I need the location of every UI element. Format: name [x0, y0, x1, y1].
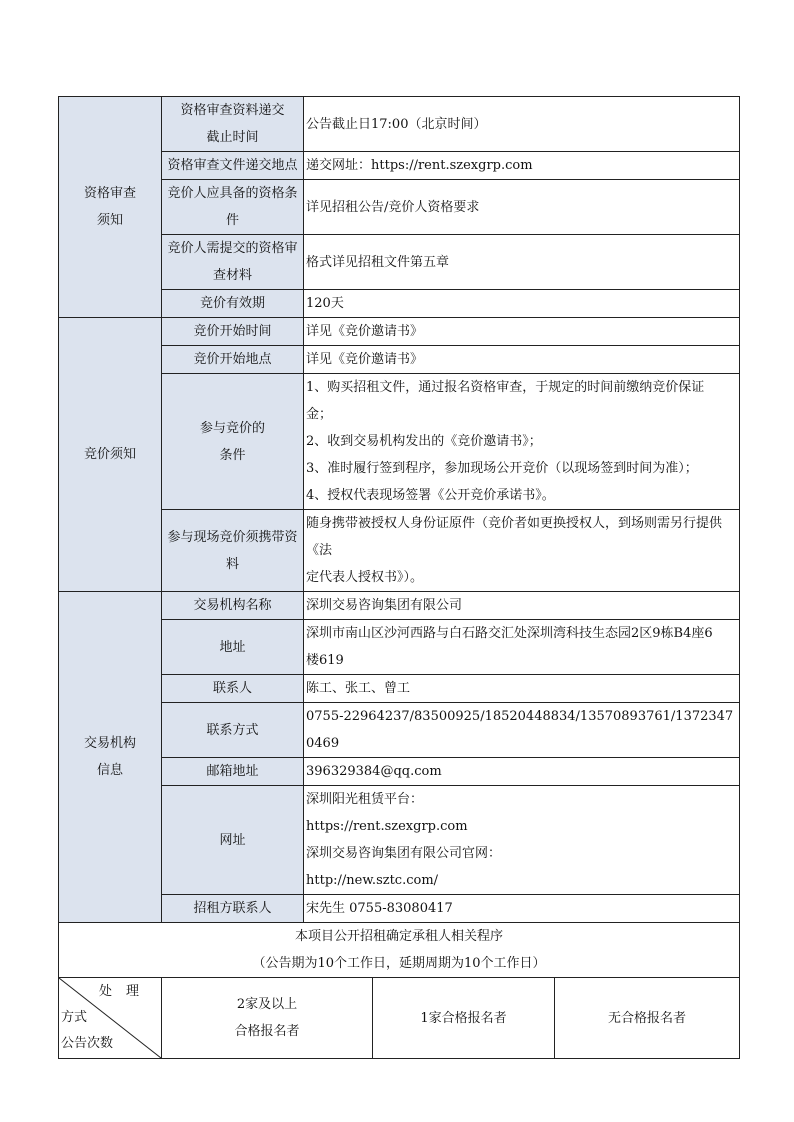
agency-field-label	[162, 758, 304, 786]
field-label-text: 地址	[219, 639, 246, 655]
qualification-row	[59, 290, 740, 318]
bidding-row	[59, 318, 740, 346]
qualification-category-text: 资格审查	[83, 186, 136, 201]
field-label-text: 联系人	[212, 681, 252, 696]
field-label-text: 竞价人应具备的资格条	[167, 186, 298, 201]
qualification-field-value	[304, 152, 740, 180]
field-label-text: 参与竞价的	[199, 420, 265, 436]
field-label-text: 资格审查资料递交	[180, 103, 285, 118]
field-value-text: 深圳阳光租赁平台：	[306, 792, 424, 807]
field-label-text: 招租方联系人	[193, 901, 272, 916]
agency-field-value	[304, 786, 740, 895]
diagonal-header-cell	[59, 978, 162, 1059]
field-label-text: 条件	[219, 447, 246, 463]
bidding-field-value	[304, 346, 740, 374]
field-value-text: 随身携带被授权人身份证原件（竞价者如更换授权人，到场则需另行提供《法	[306, 516, 723, 558]
field-label-text: 竞价开始地点	[193, 352, 272, 367]
agency-field-label	[162, 895, 304, 923]
field-value-text: 深圳交易咨询集团有限公司官网：	[306, 846, 502, 861]
bidding-field-value	[304, 374, 740, 510]
diag-processing-label: 处理	[98, 984, 153, 999]
document-page	[58, 96, 739, 1059]
field-value-text: 详见《竞价邀请书》	[306, 324, 424, 339]
qualification-field-value	[304, 235, 740, 290]
field-label-text: 邮箱地址	[206, 764, 259, 779]
field-value-text: 2、收到交易机构发出的《竞价邀请书》；	[306, 434, 542, 449]
procedure-subtitle: （公告期为10个工作日，延期周期为10个工作日）	[252, 956, 546, 971]
qualification-row	[59, 180, 740, 235]
qualification-field-value	[304, 180, 740, 235]
col-two-or-more-line2: 合格报名者	[234, 1024, 300, 1039]
bidding-field-label	[162, 346, 304, 374]
bidding-category	[59, 318, 162, 592]
col-two-or-more	[162, 978, 373, 1059]
qualification-field-value	[304, 290, 740, 318]
field-value-text: 金；	[306, 407, 333, 422]
field-label-text: 件	[225, 213, 239, 228]
field-value-text: 定代表人授权书》）。	[306, 570, 424, 585]
qualification-category-text: 须知	[96, 213, 123, 228]
qualification-field-label	[162, 290, 304, 318]
col-one-qualified: 1家合格报名者	[373, 978, 555, 1059]
field-value-text: 4、授权代表现场签署《公开竞价承诺书》。	[306, 488, 555, 503]
procedure-heading	[59, 923, 740, 978]
agency-field-label	[162, 675, 304, 703]
field-value-text: 陈工、张工、曾工	[306, 681, 411, 696]
field-label-text: 截止时间	[206, 130, 259, 145]
agency-field-label	[162, 703, 304, 758]
agency-row	[59, 675, 740, 703]
bidding-row	[59, 374, 740, 510]
field-value-text: 宋先生 0755-83080417	[306, 901, 453, 916]
qualification-category	[59, 97, 162, 318]
field-value-text: 格式详见招租文件第五章	[306, 254, 450, 270]
field-label-text: 联系方式	[206, 722, 259, 738]
field-value-text: 公告截止日17:00（北京时间）	[306, 116, 487, 132]
bidding-field-value	[304, 318, 740, 346]
procedure-table	[58, 923, 740, 1059]
agency-row	[59, 786, 740, 895]
agency-category	[59, 592, 162, 923]
bidding-row	[59, 510, 740, 592]
qualification-field-label	[162, 180, 304, 235]
agency-row	[59, 620, 740, 675]
agency-field-value	[304, 620, 740, 675]
diag-method-label: 方式	[61, 1010, 88, 1025]
field-label-text: 资格审查文件递交地点	[167, 158, 298, 173]
qualification-row	[59, 235, 740, 290]
diag-count-label: 公告次数	[61, 1036, 114, 1051]
qualification-field-label	[162, 235, 304, 290]
field-label-text: 竞价开始时间	[193, 324, 272, 339]
field-value-text: 深圳市南山区沙河西路与白石路交汇处深圳湾科技生态园2区9栋B4座6	[306, 626, 713, 641]
field-value-text: 3、准时履行签到程序，参加现场公开竞价（以现场签到时间为准）；	[306, 461, 698, 476]
agency-row	[59, 592, 740, 620]
field-value-text: 120天	[306, 296, 344, 311]
agency-row	[59, 758, 740, 786]
field-value-text: 楼619	[306, 653, 344, 668]
field-label-text: 竞价有效期	[199, 296, 265, 311]
agency-field-value	[304, 703, 740, 758]
field-value-text: 0755-22964237/83500925/18520448834/13570893761/13723470469	[306, 709, 734, 751]
field-value-text: 1、购买招租文件，通过报名资格审查，于规定的时间前缴纳竞价保证	[306, 380, 705, 395]
field-value-text: 详见招租公告/竞价人资格要求	[306, 199, 480, 215]
rental-info-table	[58, 96, 740, 923]
procedure-title: 本项目公开招租确定承租人相关程序	[295, 929, 504, 944]
agency-field-value	[304, 758, 740, 786]
field-label-text: 参与现场竞价须携带资	[167, 529, 298, 545]
agency-category-text: 交易机构	[83, 736, 136, 751]
field-label-text: 交易机构名称	[193, 598, 272, 613]
agency-field-value	[304, 675, 740, 703]
agency-field-value	[304, 895, 740, 923]
field-value-text: 396329384@qq.com	[306, 764, 442, 779]
agency-field-label	[162, 592, 304, 620]
col-two-or-more-line1: 2家及以上	[236, 997, 298, 1012]
agency-field-label	[162, 786, 304, 895]
agency-field-value	[304, 592, 740, 620]
field-value-text: https://rent.szexgrp.com	[306, 819, 468, 834]
qualification-row	[59, 152, 740, 180]
field-value-text: 递交网址：https://rent.szexgrp.com	[306, 158, 533, 173]
field-label-text: 查材料	[212, 268, 252, 283]
agency-row	[59, 703, 740, 758]
bidding-field-label	[162, 318, 304, 346]
field-value-text: 深圳交易咨询集团有限公司	[306, 598, 463, 613]
agency-field-label	[162, 620, 304, 675]
col-none-qualified: 无合格报名者	[555, 978, 740, 1059]
field-label-text: 网址	[219, 832, 246, 848]
agency-row	[59, 895, 740, 923]
field-label-text: 竞价人需提交的资格审	[167, 241, 298, 256]
qualification-field-label	[162, 97, 304, 152]
bidding-category-text: 竞价须知	[83, 447, 136, 462]
bidding-field-label	[162, 510, 304, 592]
field-value-text: 详见《竞价邀请书》	[306, 352, 424, 367]
qualification-field-value	[304, 97, 740, 152]
field-value-text: http://new.sztc.com/	[306, 873, 439, 888]
bidding-field-value	[304, 510, 740, 592]
field-label-text: 料	[225, 556, 239, 572]
bidding-row	[59, 346, 740, 374]
agency-category-text: 信息	[96, 763, 123, 778]
qualification-field-label	[162, 152, 304, 180]
qualification-row	[59, 97, 740, 152]
bidding-field-label	[162, 374, 304, 510]
